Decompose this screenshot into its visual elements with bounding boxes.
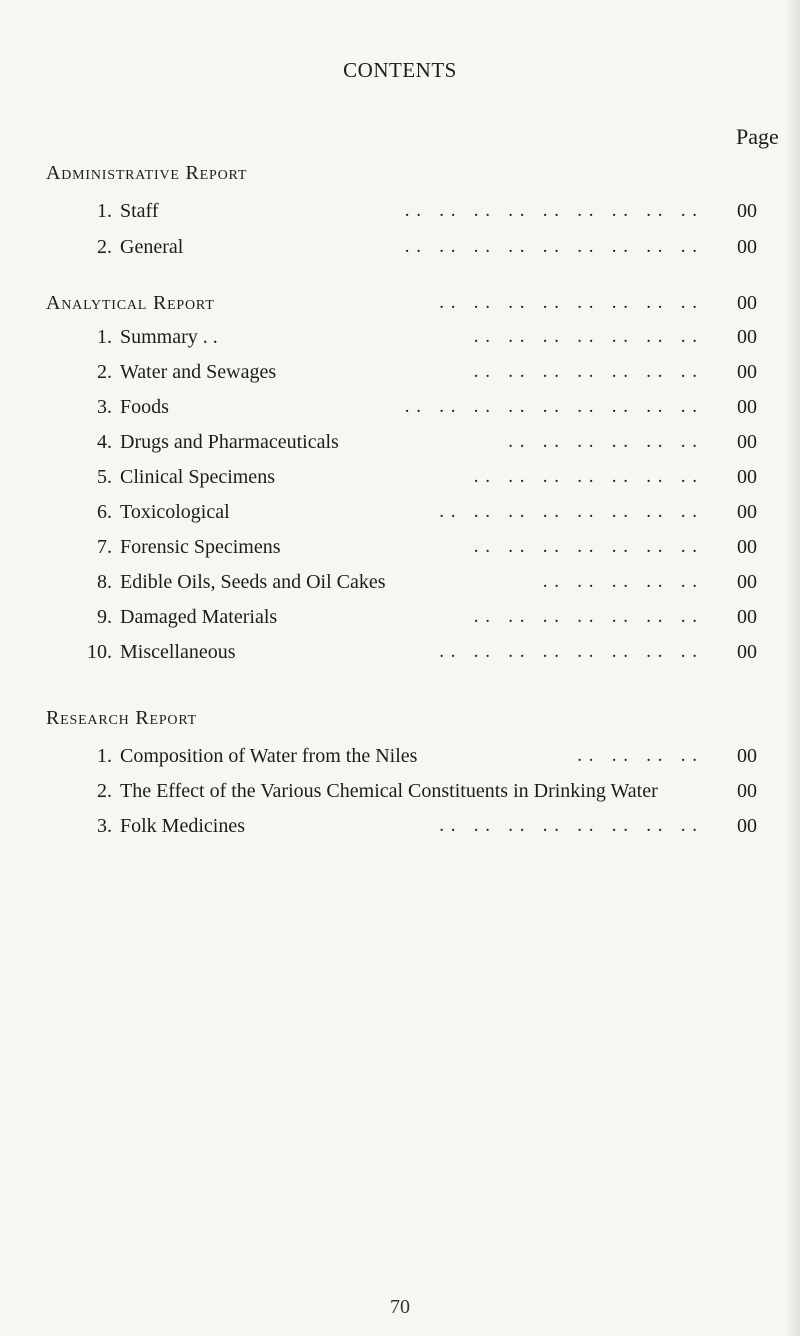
toc-row [0, 641, 800, 667]
page-number: 70 [390, 1296, 410, 1318]
section-heading-research: Research Report [46, 707, 197, 729]
item-number: 9. [97, 606, 112, 628]
item-page: 00 [737, 236, 757, 258]
item-number: 2. [97, 780, 112, 802]
toc-row [0, 571, 800, 597]
item-page: 00 [737, 396, 757, 418]
item-number: 5. [97, 466, 112, 488]
item-label: Staff [120, 200, 159, 222]
item-label: Foods [120, 396, 169, 418]
item-label: Forensic Specimens [120, 536, 281, 558]
item-label: Water and Sewages [120, 361, 277, 383]
item-label: Damaged Materials [120, 606, 278, 628]
item-number: 2. [97, 236, 112, 258]
item-label: Clinical Specimens [120, 466, 275, 488]
leader-dots: . . . . . . . . . . . . . . [473, 326, 698, 347]
toc-row [0, 431, 800, 457]
item-number: 2. [97, 361, 112, 383]
item-label: Summary . . [120, 326, 218, 348]
toc-row [0, 745, 800, 771]
item-number: 6. [97, 501, 112, 523]
section-heading-administrative: Administrative Report [46, 162, 248, 184]
item-number: 3. [97, 396, 112, 418]
item-page: 00 [737, 326, 757, 348]
leader-dots: . . . . . . . . [577, 745, 698, 766]
leader-dots: . . . . . . . . . . . . . . . . [439, 815, 698, 836]
item-number: 8. [97, 571, 112, 593]
item-label: Miscellaneous [120, 641, 236, 663]
leader-dots: . . . . . . . . . . . . . . . . [439, 292, 698, 313]
item-number: 3. [97, 815, 112, 837]
item-page: 00 [737, 780, 757, 802]
toc-row [0, 236, 800, 262]
item-label: The Effect of the Various Chemical Constituents in Drinking Water [120, 780, 658, 802]
item-number: 1. [97, 200, 112, 222]
item-label: General [120, 236, 184, 258]
toc-section-row [0, 292, 800, 318]
page-column-header: Page [736, 124, 779, 149]
item-label: Folk Medicines [120, 815, 245, 837]
section-page: 00 [737, 292, 757, 314]
leader-dots: . . . . . . . . . . . . . . [473, 361, 698, 382]
section-heading-analytical: Analytical Report [46, 292, 215, 314]
leader-dots: . . . . . . . . . . . . [508, 431, 698, 452]
item-page: 00 [737, 200, 757, 222]
toc-row [0, 501, 800, 527]
contents-title: CONTENTS [343, 58, 457, 82]
leader-dots: . . . . . . . . . . . . . . . . . . [404, 236, 698, 257]
item-page: 00 [737, 501, 757, 523]
leader-dots: . . . . . . . . . . . . . . . . . . [404, 396, 698, 417]
toc-row [0, 200, 800, 226]
item-number: 1. [97, 745, 112, 767]
item-page: 00 [737, 641, 757, 663]
toc-row [0, 466, 800, 492]
toc-row [0, 815, 800, 841]
item-label: Toxicological [120, 501, 230, 523]
item-number: 7. [97, 536, 112, 558]
item-page: 00 [737, 745, 757, 767]
item-number: 1. [97, 326, 112, 348]
leader-dots: . . . . . . . . . . . . . . [473, 606, 698, 627]
item-label: Composition of Water from the Niles [120, 745, 418, 767]
item-page: 00 [737, 571, 757, 593]
toc-row [0, 326, 800, 352]
toc-row [0, 606, 800, 632]
item-label: Edible Oils, Seeds and Oil Cakes [120, 571, 386, 593]
leader-dots: . . . . . . . . . . . . . . . . [439, 641, 698, 662]
leader-dots: . . . . . . . . . . . . . . . . [439, 501, 698, 522]
item-page: 00 [737, 361, 757, 383]
item-number: 10. [87, 641, 112, 663]
leader-dots: . . . . . . . . . . . . . . [473, 536, 698, 557]
toc-row [0, 536, 800, 562]
item-page: 00 [737, 815, 757, 837]
item-label: Drugs and Pharmaceuticals [120, 431, 339, 453]
item-number: 4. [97, 431, 112, 453]
toc-row [0, 396, 800, 422]
toc-row [0, 780, 800, 806]
item-page: 00 [737, 536, 757, 558]
item-page: 00 [737, 606, 757, 628]
leader-dots: . . . . . . . . . . . . . . . . . . [404, 200, 698, 221]
leader-dots: . . . . . . . . . . [542, 571, 698, 592]
toc-row [0, 361, 800, 387]
item-page: 00 [737, 466, 757, 488]
leader-dots: . . . . . . . . . . . . . . [473, 466, 698, 487]
item-page: 00 [737, 431, 757, 453]
